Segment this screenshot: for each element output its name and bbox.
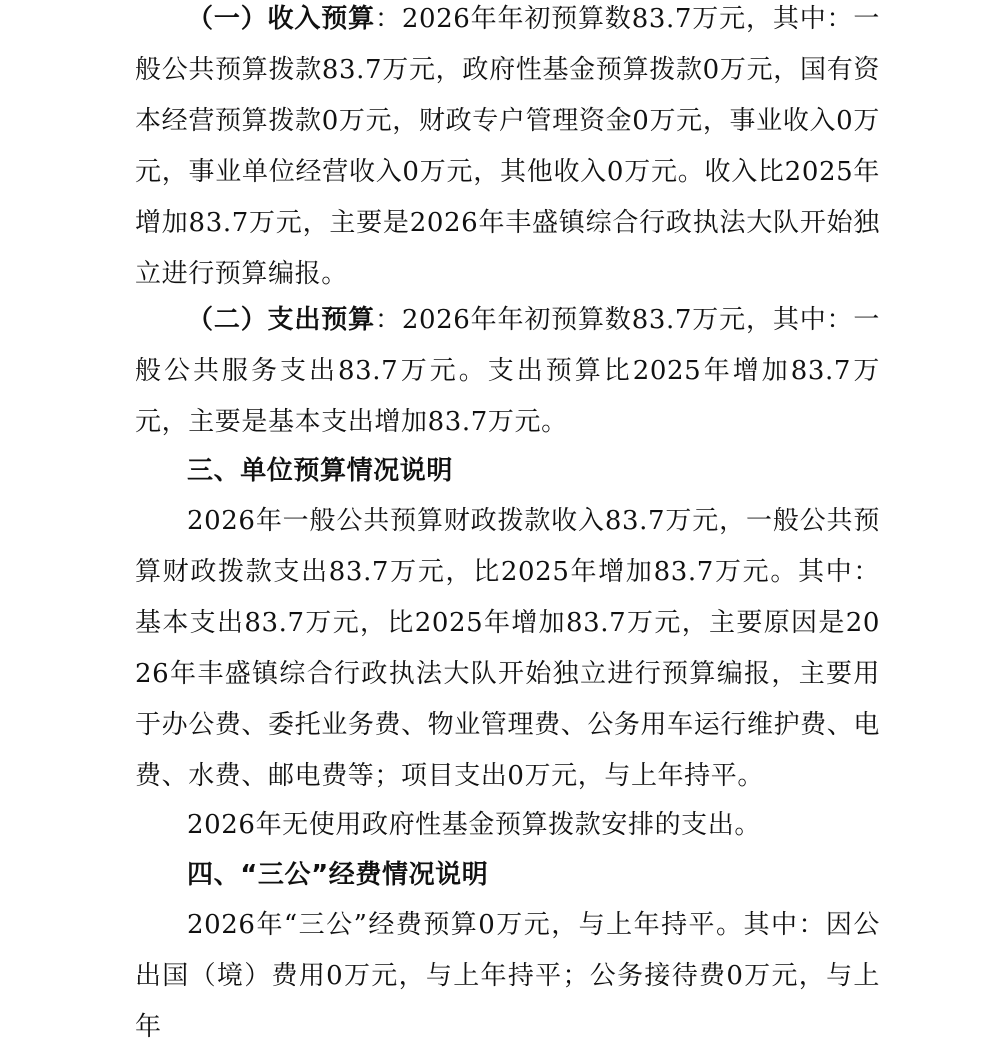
expenditure-budget-paragraph <box>135 295 880 448</box>
section-heading-unit-budget: 三、单位预算情况说明 <box>187 456 454 486</box>
income-budget-text: ：2026年年初预算数83.7万元，其中：一般公共预算拨款83.7万元，政府性基金预算拨款0万元，国有资本经营预算拨款0万元，财政专户管理资金0万元，事业收入0万元，事业单位经营收入0万元，其他收入0万元。收入比2025年增加83.7万元，主要是2026年丰盛镇综合行政执法大队开始独立进行预算编报。 <box>135 4 880 289</box>
fund-budget-paragraph: 2026年无使用政府性基金预算拨款安排的支出。 <box>187 810 761 840</box>
three-public-paragraph: 2026年“三公”经费预算0万元，与上年持平。其中：因公出国（境）费用0万元，与上年持平；公务接待费0万元，与上年 <box>135 910 880 1042</box>
expenditure-budget-text: ：2026年年初预算数83.7万元，其中：一般公共服务支出83.7万元。支出预算比2025年增加83.7万元，主要是基本支出增加83.7万元。 <box>135 305 880 437</box>
unit-budget-paragraph: 2026年一般公共预算财政拨款收入83.7万元，一般公共预算财政拨款支出83.7万元，比2025年增加83.7万元。其中：基本支出83.7万元，比2025年增加83.7万元，主要原因是2026年丰盛镇综合行政执法大队开始独立进行预算编报，主要用于办公费、委托业务费、物业管理费、公务用车运行维护费、电费、水费、邮电费等；项目支出0万元，与上年持平。 <box>135 506 880 791</box>
expenditure-budget-heading: （二）支出预算 <box>187 305 375 335</box>
section-heading-three-public: 四、“三公”经费情况说明 <box>187 860 489 890</box>
income-budget-paragraph <box>135 0 880 300</box>
income-budget-heading: （一）收入预算 <box>187 4 375 34</box>
